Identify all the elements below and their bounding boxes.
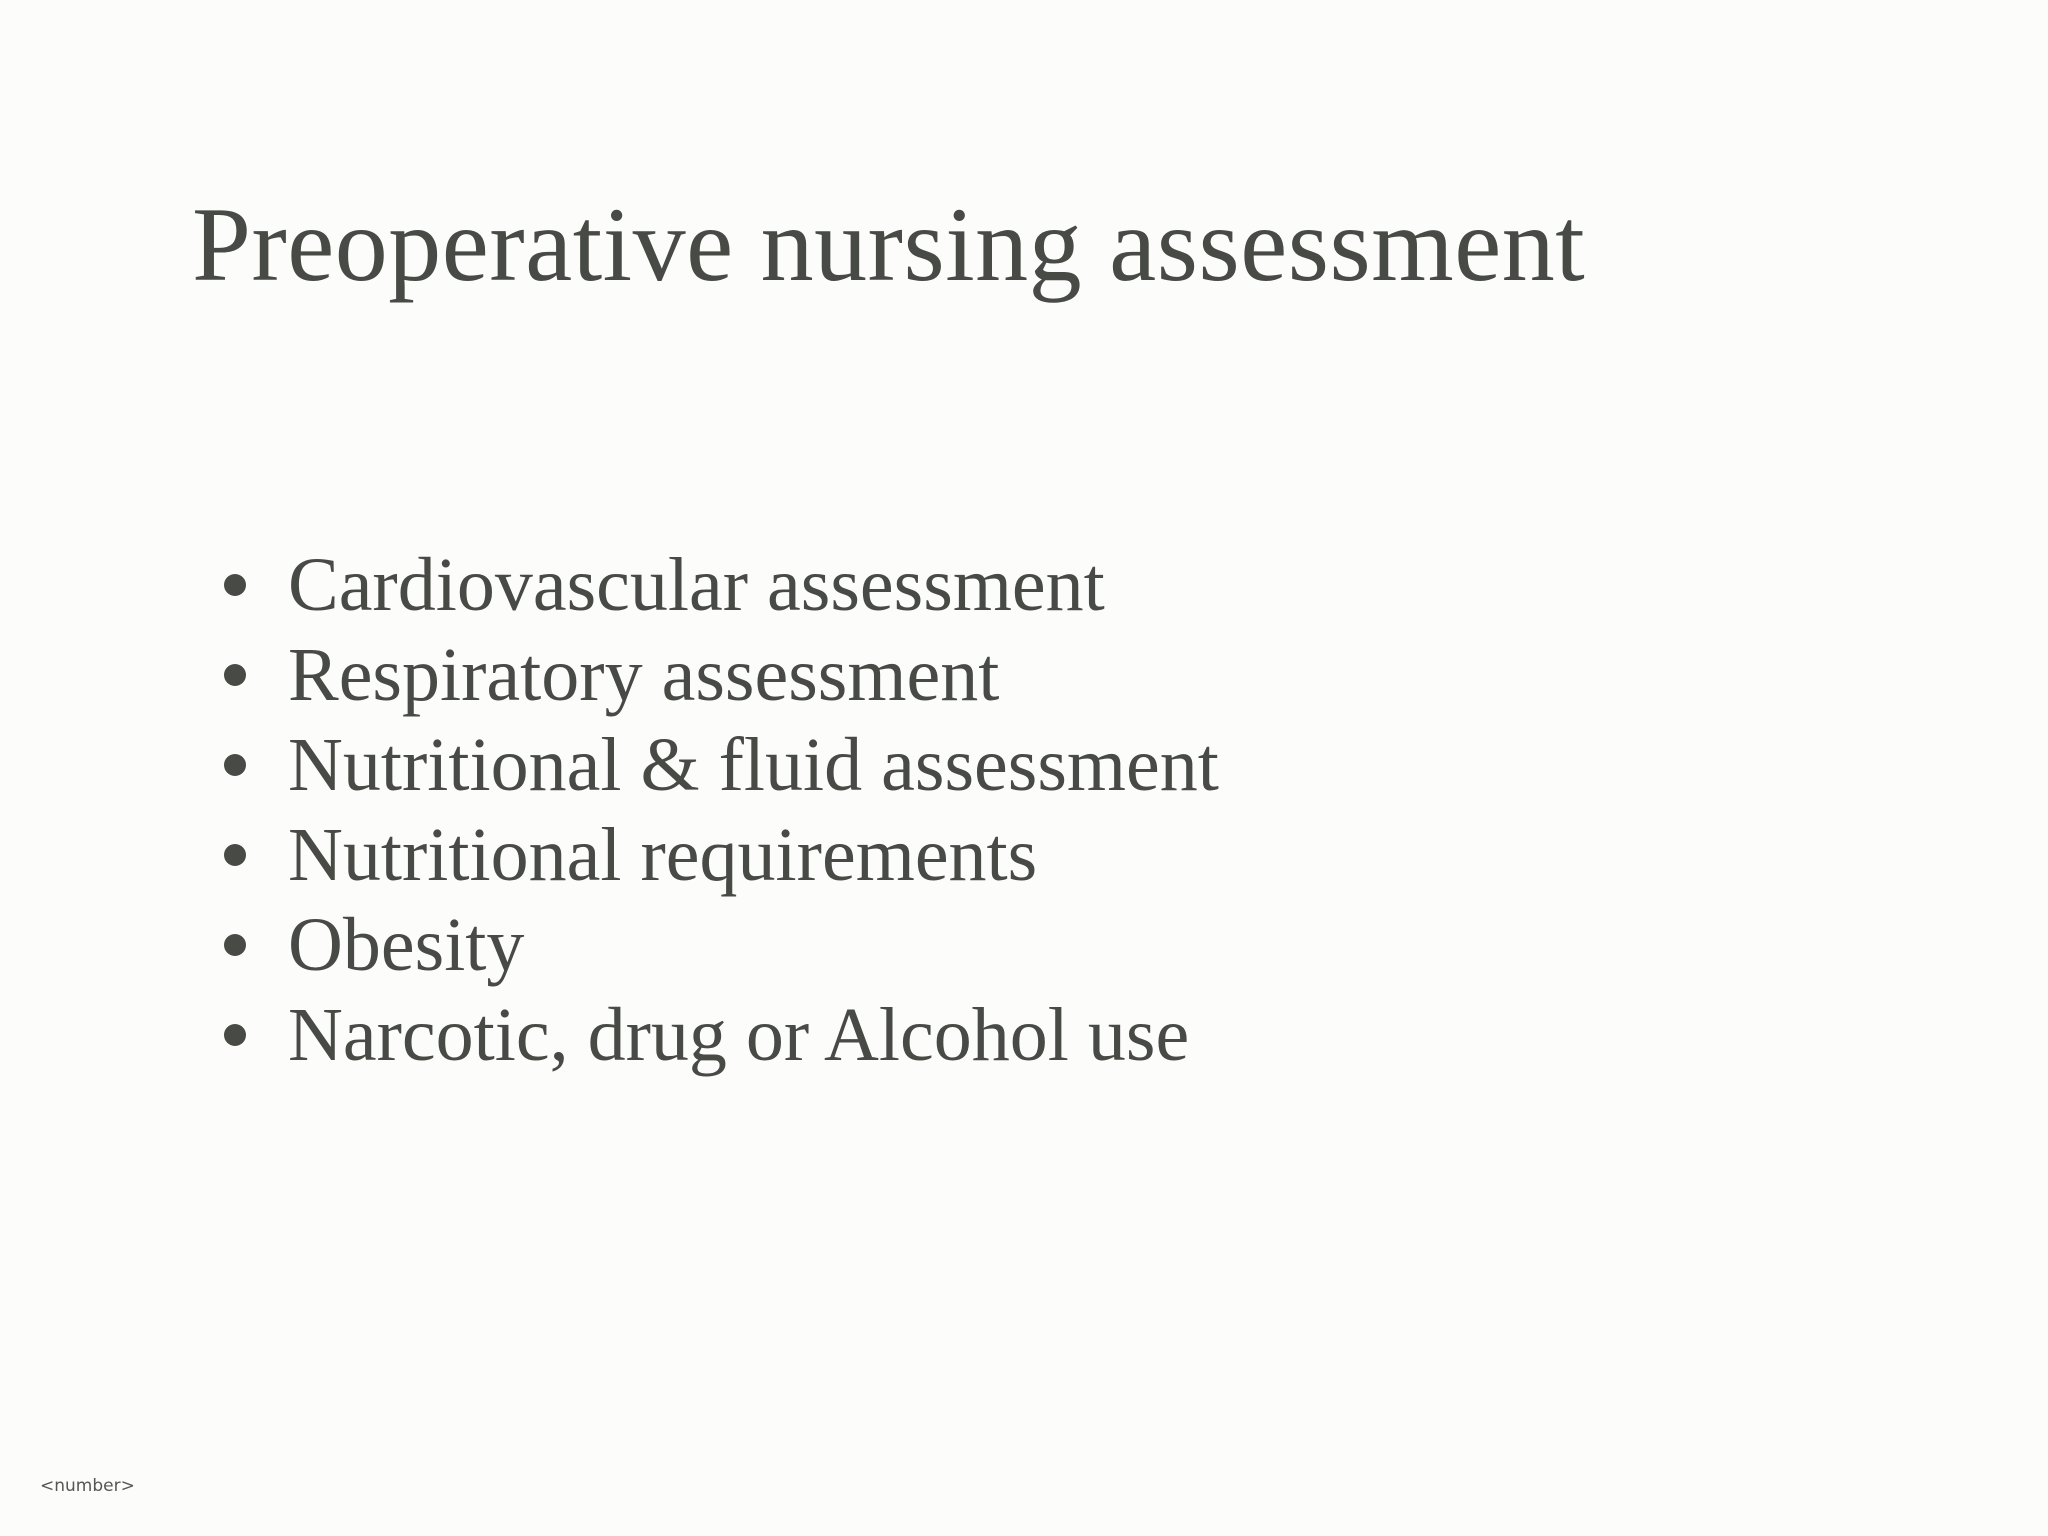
bullet-item [220, 720, 1219, 810]
bullet-dot-icon [224, 574, 246, 596]
slide-title: Preoperative nursing assessment [192, 186, 1586, 303]
bullet-text: Obesity [288, 903, 525, 987]
bullet-item [220, 810, 1219, 900]
bullet-text: Cardiovascular assessment [288, 543, 1105, 627]
bullet-item [220, 630, 1219, 720]
bullet-item [220, 900, 1219, 990]
bullet-dot-icon [224, 844, 246, 866]
bullet-dot-icon [224, 1024, 246, 1046]
bullet-list [220, 540, 1219, 1080]
bullet-text: Respiratory assessment [288, 633, 1000, 717]
bullet-text: Nutritional & fluid assessment [288, 723, 1219, 807]
bullet-dot-icon [224, 934, 246, 956]
slide-number-placeholder: <number> [40, 1476, 135, 1496]
bullet-text: Narcotic, drug or Alcohol use [288, 993, 1190, 1077]
bullet-item [220, 540, 1219, 630]
bullet-dot-icon [224, 754, 246, 776]
bullet-text: Nutritional requirements [288, 813, 1038, 897]
bullet-dot-icon [224, 664, 246, 686]
bullet-item [220, 990, 1219, 1080]
